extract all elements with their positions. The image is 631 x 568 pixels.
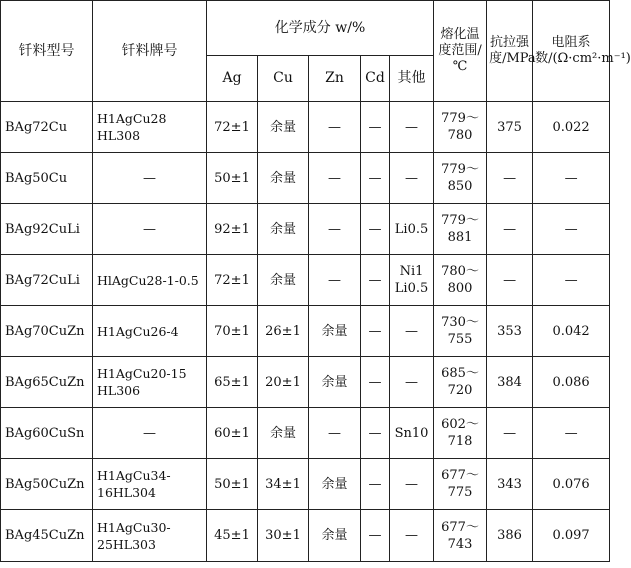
cell-type: BAg72CuLi bbox=[1, 255, 93, 306]
cell-zn: — bbox=[309, 255, 361, 306]
header-cu: Cu bbox=[258, 56, 309, 102]
cell-cd: — bbox=[361, 153, 390, 204]
cell-melt: 779～780 bbox=[434, 102, 487, 153]
cell-resist: — bbox=[533, 204, 610, 255]
cell-resist: 0.076 bbox=[533, 459, 610, 510]
cell-grade: H1AgCu30-25HL303 bbox=[93, 510, 207, 562]
cell-cu: 20±1 bbox=[258, 357, 309, 408]
header-row-1 bbox=[1, 1, 610, 56]
cell-ag: 72±1 bbox=[207, 255, 258, 306]
cell-type: BAg70CuZn bbox=[1, 306, 93, 357]
cell-resist: — bbox=[533, 408, 610, 459]
cell-type: BAg50CuZn bbox=[1, 459, 93, 510]
cell-resist: — bbox=[533, 153, 610, 204]
cell-other: — bbox=[390, 102, 434, 153]
cell-zn: — bbox=[309, 102, 361, 153]
cell-tensile: 353 bbox=[487, 306, 533, 357]
cell-cd: — bbox=[361, 357, 390, 408]
cell-grade: H1AgCu34-16HL304 bbox=[93, 459, 207, 510]
table-row bbox=[1, 306, 610, 357]
cell-cu: 30±1 bbox=[258, 510, 309, 562]
header-solder-grade: 钎料牌号 bbox=[93, 1, 207, 102]
cell-other: — bbox=[390, 153, 434, 204]
table-row bbox=[1, 510, 610, 562]
cell-zn: — bbox=[309, 153, 361, 204]
header-chemical-composition: 化学成分 w/% bbox=[207, 1, 434, 56]
cell-cu: 26±1 bbox=[258, 306, 309, 357]
header-ag: Ag bbox=[207, 56, 258, 102]
cell-type: BAg72Cu bbox=[1, 102, 93, 153]
header-melting-range: 熔化温度范围/℃ bbox=[434, 1, 487, 102]
cell-other: Ni1 Li0.5 bbox=[390, 255, 434, 306]
cell-resist: 0.086 bbox=[533, 357, 610, 408]
cell-tensile: 375 bbox=[487, 102, 533, 153]
cell-zn: — bbox=[309, 204, 361, 255]
cell-tensile: 343 bbox=[487, 459, 533, 510]
cell-cd: — bbox=[361, 102, 390, 153]
cell-grade: — bbox=[93, 204, 207, 255]
cell-other: — bbox=[390, 510, 434, 562]
cell-other: — bbox=[390, 357, 434, 408]
header-other: 其他 bbox=[390, 56, 434, 102]
cell-cu: 34±1 bbox=[258, 459, 309, 510]
cell-ag: 60±1 bbox=[207, 408, 258, 459]
cell-zn: 余量 bbox=[309, 459, 361, 510]
cell-tensile: 384 bbox=[487, 357, 533, 408]
header-zn: Zn bbox=[309, 56, 361, 102]
cell-grade: — bbox=[93, 408, 207, 459]
cell-tensile: 386 bbox=[487, 510, 533, 562]
cell-ag: 45±1 bbox=[207, 510, 258, 562]
cell-melt: 677～743 bbox=[434, 510, 487, 562]
cell-cd: — bbox=[361, 255, 390, 306]
cell-ag: 50±1 bbox=[207, 153, 258, 204]
cell-type: BAg60CuSn bbox=[1, 408, 93, 459]
cell-melt: 677～775 bbox=[434, 459, 487, 510]
cell-ag: 65±1 bbox=[207, 357, 258, 408]
cell-cd: — bbox=[361, 408, 390, 459]
cell-grade: H1AgCu28 HL308 bbox=[93, 102, 207, 153]
cell-cd: — bbox=[361, 510, 390, 562]
table-row bbox=[1, 459, 610, 510]
cell-grade: — bbox=[93, 153, 207, 204]
cell-melt: 779～881 bbox=[434, 204, 487, 255]
cell-other: — bbox=[390, 306, 434, 357]
cell-other: — bbox=[390, 459, 434, 510]
table-row bbox=[1, 102, 610, 153]
cell-resist: 0.097 bbox=[533, 510, 610, 562]
header-resistivity: 电阻系数/(Ω·cm²·m⁻¹) bbox=[533, 1, 610, 102]
cell-cd: — bbox=[361, 306, 390, 357]
cell-ag: 92±1 bbox=[207, 204, 258, 255]
table-row bbox=[1, 153, 610, 204]
cell-tensile: — bbox=[487, 153, 533, 204]
cell-ag: 70±1 bbox=[207, 306, 258, 357]
cell-grade: HlAgCu28-1-0.5 bbox=[93, 255, 207, 306]
cell-zn: 余量 bbox=[309, 306, 361, 357]
cell-type: BAg45CuZn bbox=[1, 510, 93, 562]
cell-cd: — bbox=[361, 204, 390, 255]
cell-resist: 0.042 bbox=[533, 306, 610, 357]
cell-melt: 780～800 bbox=[434, 255, 487, 306]
cell-melt: 685～720 bbox=[434, 357, 487, 408]
cell-type: BAg50Cu bbox=[1, 153, 93, 204]
cell-melt: 779～850 bbox=[434, 153, 487, 204]
cell-ag: 50±1 bbox=[207, 459, 258, 510]
cell-zn: — bbox=[309, 408, 361, 459]
cell-zn: 余量 bbox=[309, 357, 361, 408]
cell-type: BAg65CuZn bbox=[1, 357, 93, 408]
cell-melt: 730～755 bbox=[434, 306, 487, 357]
cell-ag: 72±1 bbox=[207, 102, 258, 153]
cell-tensile: — bbox=[487, 204, 533, 255]
cell-melt: 602～718 bbox=[434, 408, 487, 459]
cell-cu: 余量 bbox=[258, 153, 309, 204]
cell-grade: H1AgCu26-4 bbox=[93, 306, 207, 357]
header-tensile-strength: 抗拉强度/MPa bbox=[487, 1, 533, 102]
table-row bbox=[1, 255, 610, 306]
table-row bbox=[1, 357, 610, 408]
cell-other: Li0.5 bbox=[390, 204, 434, 255]
cell-type: BAg92CuLi bbox=[1, 204, 93, 255]
cell-grade: H1AgCu20-15 HL306 bbox=[93, 357, 207, 408]
cell-tensile: — bbox=[487, 255, 533, 306]
table-row bbox=[1, 408, 610, 459]
table-row bbox=[1, 204, 610, 255]
cell-cd: — bbox=[361, 459, 390, 510]
cell-resist: — bbox=[533, 255, 610, 306]
cell-cu: 余量 bbox=[258, 102, 309, 153]
cell-resist: 0.022 bbox=[533, 102, 610, 153]
cell-cu: 余量 bbox=[258, 204, 309, 255]
cell-other: Sn10 bbox=[390, 408, 434, 459]
header-solder-type: 钎料型号 bbox=[1, 1, 93, 102]
cell-cu: 余量 bbox=[258, 255, 309, 306]
cell-tensile: — bbox=[487, 408, 533, 459]
cell-cu: 余量 bbox=[258, 408, 309, 459]
cell-zn: 余量 bbox=[309, 510, 361, 562]
header-cd: Cd bbox=[361, 56, 390, 102]
